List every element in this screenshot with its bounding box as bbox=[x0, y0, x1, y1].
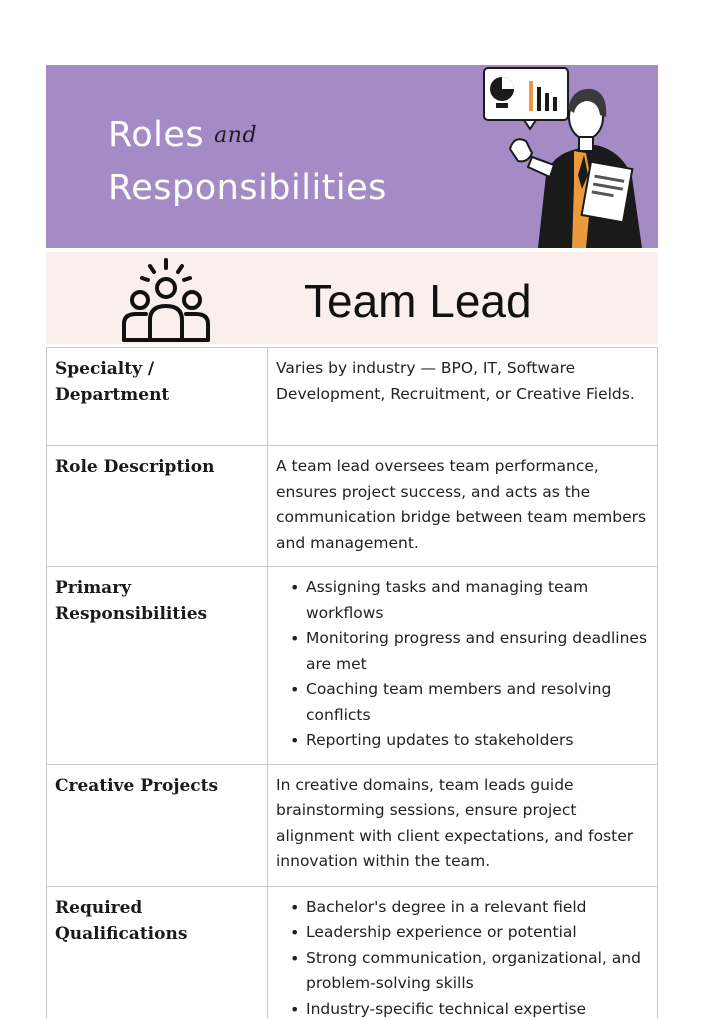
list-item: • Monitoring progress and ensuring deadlines are met bbox=[290, 626, 649, 677]
banner-title bbox=[108, 109, 387, 214]
row-text: A team lead oversees team performance, ensures project success, and acts as the communication bridge between team members and management. bbox=[268, 446, 658, 567]
list-item: • Industry-specific technical expertise bbox=[290, 997, 649, 1018]
row-label: Specialty / Department bbox=[47, 348, 268, 446]
team-group-icon bbox=[116, 258, 216, 342]
list-item: • Strong communication, organizational, and problem-solving skills bbox=[290, 946, 649, 997]
row-bullets bbox=[268, 567, 658, 765]
bullet-list bbox=[276, 575, 649, 754]
table-row bbox=[47, 886, 658, 1018]
banner-title-and: and bbox=[214, 123, 258, 148]
table-row bbox=[47, 764, 658, 886]
table-row bbox=[47, 567, 658, 765]
list-item: • Assigning tasks and managing team workflows bbox=[290, 575, 649, 626]
table-row bbox=[47, 348, 658, 446]
business-person-presenting-chart-icon bbox=[436, 65, 646, 248]
role-header bbox=[46, 252, 658, 344]
row-label: Required Qualifications bbox=[47, 886, 268, 1018]
list-item: • Reporting updates to stakeholders bbox=[290, 728, 649, 754]
row-text: In creative domains, team leads guide brainstorming sessions, ensure project alignment with client expectations, and foster innovation within the team. bbox=[268, 764, 658, 886]
role-title: Team Lead bbox=[304, 275, 532, 327]
row-label: Primary Responsibilities bbox=[47, 567, 268, 765]
row-bullets bbox=[268, 886, 658, 1018]
list-item: • Coaching team members and resolving conflicts bbox=[290, 677, 649, 728]
row-text: Varies by industry — BPO, IT, Software Development, Recruitment, or Creative Fields. bbox=[268, 348, 658, 446]
table-row bbox=[47, 446, 658, 567]
banner-title-responsibilities: Responsibilities bbox=[108, 168, 387, 208]
banner-title-roles: Roles bbox=[108, 115, 205, 155]
list-item: • Bachelor's degree in a relevant field bbox=[290, 895, 649, 921]
bullet-list bbox=[276, 895, 649, 1018]
row-label: Role Description bbox=[47, 446, 268, 567]
list-item: • Leadership experience or potential bbox=[290, 920, 649, 946]
responsibilities-table bbox=[46, 347, 658, 1018]
row-label: Creative Projects bbox=[47, 764, 268, 886]
header-banner bbox=[46, 65, 658, 248]
